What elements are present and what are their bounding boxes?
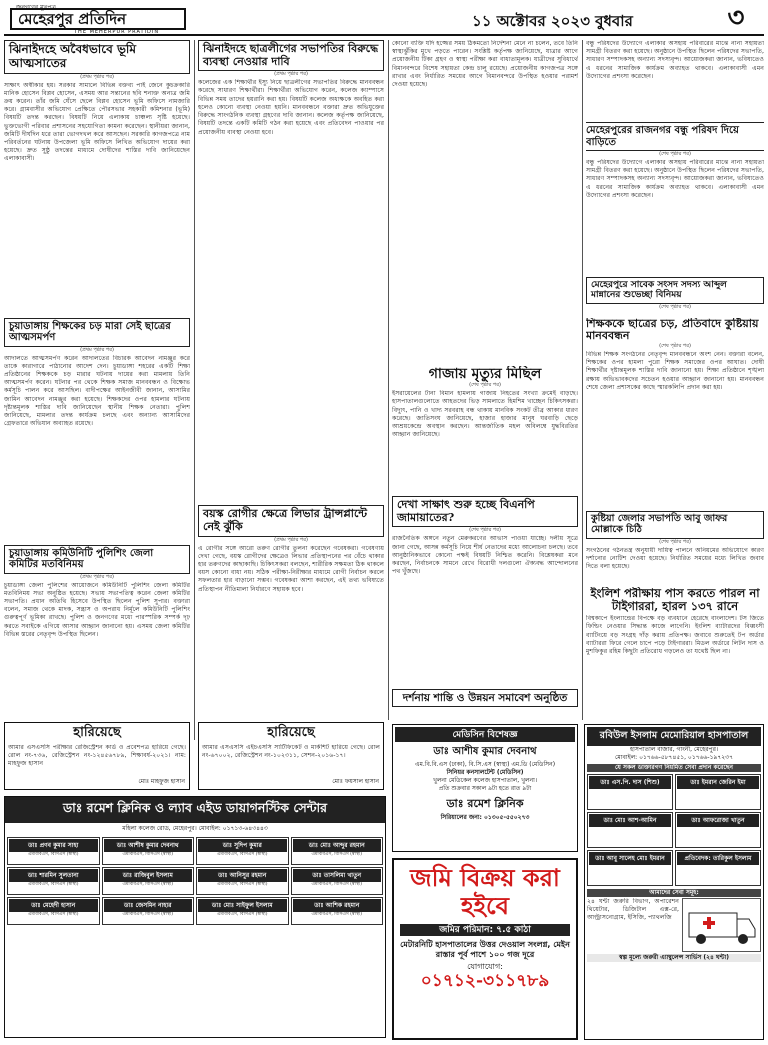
- headline-kushtia-dealer[interactable]: কুষ্টিয়া জেলার সভাপতি আবু জাফর মোল্লাকে চিঠি: [586, 511, 764, 539]
- headline-darshana[interactable]: দর্শনায় শান্তি ও উন্নয়ন সমাবেশ অনুষ্ঠিত: [392, 689, 578, 707]
- headline-mp-visit[interactable]: মেহেরপুরে সাবেক সংসদ সদস্য আব্দুল মান্নানের শুভেচ্ছা বিনিময়: [586, 277, 764, 304]
- continuation-note: (শেষ পৃষ্ঠার পর): [659, 342, 691, 349]
- continuation-note: (শেষ পৃষ্ঠার পর): [469, 527, 501, 534]
- headline-chuadanga-police[interactable]: চুয়াডাঙ্গায় কমিউনিটি পুলিশিং জেলা কমিটির মতবিনিময়: [4, 545, 190, 574]
- column-left: [4, 40, 190, 780]
- doctor-name: ডাঃ শারমিন সুলতানা: [9, 869, 98, 882]
- story-body-gaza: ইসরায়েলের টানা বিমান হামলায় গাজায় নিহতের সংখ্যা ক্রমেই বাড়ছে। হাসপাতালগুলোতে আহতদের ভিড় সামলাতে হিমশিম খাচ্ছেন চিকিৎসকরা। বিদ্যুৎ, পানি ও খাদ্য সরবরাহ বন্ধ থাকায় মানবিক সংকট তীব্র আকার ধারণ করেছে। জাতিসংঘ জানিয়েছে, হাজার হাজার মানুষ ঘরবাড়ি ছেড়ে আশ্রয়কেন্দ্রে অবস্থান করছেন। আন্তর্জাতিক মহল অবিলম্বে যুদ্ধবিরতির আহ্বান জানিয়েছে।: [392, 390, 578, 439]
- doctor-degree: এমবিবিএস, বিসিএস (স্বাস্থ্য): [122, 852, 173, 857]
- ad-rabiul-hospital: [584, 724, 764, 1040]
- story-body-chuadanga-teacher: আদালতে আত্মসমর্পণ করেন আদালতের বিচারক আবেদন নামঞ্জুর করে তাকে কারাগারে পাঠানোর আদেশ দেন। চুয়াডাঙ্গা শহরের একটি শিক্ষা প্রতিষ্ঠানের শিক্ষককে চড় মারার ঘটনায় দায়ের করা মামলায় তিনি আত্মসমর্পণ করেন। ঘটনার পর থেকে শিক্ষক সমাজ মানববন্ধন ও বিক্ষোভ কর্মসূচি পালন করে আসছিল। বাদীপক্ষের আইনজীবী জানান, আসামির জামিন আবেদন নামঞ্জুর করা হয়েছে। শিক্ষকদের ওপর হামলার ঘটনায় দৃষ্টান্তমূলক শাস্তির দাবি জানিয়েছেন স্থানীয় শিক্ষক নেতারা। পুলিশ জানিয়েছে, মামলার তদন্ত কার্যক্রম চলছে এবং অন্যান্য আসামিদের গ্রেফতারে অভিযান অব্যাহত রয়েছে।: [4, 354, 190, 428]
- doctor-card: [675, 850, 761, 886]
- newspaper-logo-english: THE MEHERPUR PRATIDIN: [74, 29, 160, 35]
- continuation-note: (শেষ পৃষ্ঠার পর): [659, 538, 691, 545]
- doctor-card: [102, 837, 195, 865]
- ad-ashish-degree: এম.বি.বি.এস (ঢাকা), বি.সি.এস (স্বাস্থ্য) এম.ডি (মেডিসিন): [414, 761, 556, 768]
- ad-land-location: মেটারনিটি হাসপাতালের উত্তর দেওয়াল সংলগ্ন, মেইন রাস্তার পূর্ব পাশে ১০০ গজ দূরে: [400, 940, 570, 959]
- continuation-note: (প্রথম পৃষ্ঠার পর): [80, 346, 114, 353]
- doctor-degree: এমবিবিএস, বিসিএস (স্বাস্থ্য): [311, 882, 362, 887]
- ad-land-sale: [392, 858, 578, 1040]
- newspaper-logo: মেহেরপুর প্রতিদিন: [10, 8, 186, 30]
- doctor-degree: এমবিবিএস, বিসিএস (স্বাস্থ্য): [217, 852, 268, 857]
- story-body-meherpur-friends: বন্ধু পরিষদের উদ্যোগে এলাকার অসহায় পরিবারের মাঝে নানা সহায়তা সামগ্রী বিতরণ করা হয়েছে। অনুষ্ঠানে উপস্থিত ছিলেন পরিষদের সভাপতি, সাধারণ সম্পাদকসহ অন্যান্য সদস্যবৃন্দ। আয়োজকরা জানান, ভবিষ্যতেও এ ধরনের সামাজিক কার্যক্রম অব্যাহত থাকবে। এলাকাবাসী এমন উদ্যোগের প্রশংসা করেছেন।: [586, 159, 764, 199]
- lost-notice-text: আমার এসএসসি পরীক্ষার রেজিস্ট্রেশন কার্ড ও প্রবেশপত্র হারিয়ে গেছে। রোল নং-৭৩৬, রেজিস্ট্রেশন নং-১২৪৫৬৭৮৯, শিক্ষাবর্ষ-২০২১। নাম: মাহফুজ হাসান: [8, 744, 186, 768]
- doctor-name: ডাঃ মোঃ আব্দুর রহমান: [293, 839, 382, 852]
- ad-land-contact-label: যোগাযোগ:: [467, 962, 503, 971]
- ad-rabiul-facilities-head: আমাদের সেবা সমূহ:: [587, 889, 761, 897]
- doctor-degree: এমবিবিএস, বিসিএস (স্বাস্থ্য): [28, 912, 79, 917]
- page-number: ৩: [727, 3, 745, 33]
- story-body-liver-risk: এ রোগীর সঙ্গে আরো তরুণ রোগীর তুলনা করেছেন গবেষকরা। গবেষণায় দেখা গেছে, বয়স্ক রোগীদের ক্ষেত্রেও লিভার প্রতিস্থাপনের পর বেঁচে থাকার হার তরুণদের কাছাকাছি। চিকিৎসকরা বলছেন, শারীরিক সক্ষমতা ঠিক থাকলে বয়স কোনো বাধা নয়। সঠিক পরীক্ষা-নিরীক্ষার মাধ্যমে রোগী নির্বাচন করলে সফলতার হার বাড়ানো সম্ভব। গবেষকরা আশা করছেন, এই তথ্য ভবিষ্যতে প্রতিস্থাপন নীতিমালা নির্ধারণে সহায়ক হবে।: [198, 544, 384, 593]
- column-divider: [194, 40, 195, 740]
- story-body-bnp-jamaat: রাজনৈতিক অঙ্গনে নতুন মেরুকরণের আভাস পাওয়া যাচ্ছে। দলীয় সূত্রে জানা গেছে, আসন্ন কর্মসূচি নিয়ে শীর্ষ নেতাদের মধ্যে আলোচনা চলছে। তবে আনুষ্ঠানিকভাবে কোনো পক্ষই বিষয়টি নিশ্চিত করেনি। বিশ্লেষকরা মনে করছেন, নির্বাচনকে সামনে রেখে বিরোধী দলগুলো ঐক্যবদ্ধ আন্দোলনের পথ খুঁজছে।: [392, 535, 578, 576]
- ad-land-phone[interactable]: ০১৭১২-৩১১৭৮৯: [420, 971, 550, 991]
- headline-jhenaidah-students[interactable]: ঝিনাইদহে ছাত্রলীগের সভাপতির বিরুদ্ধে ব্যবস্থা নেওয়ার দাবি: [198, 40, 384, 71]
- continuation-note: (প্রথম পৃষ্ঠার পর): [80, 73, 114, 80]
- story-body-pilgrims: কোনো ব্যক্তি যদি হজ্জের সময় ঠিকমতো নির্দেশনা মেনে না চলেন, তবে তিনি স্বাস্থ্যঝুঁকির মুখে পড়তে পারেন। সংশ্লিষ্ট কর্তৃপক্ষ জানিয়েছে, যাত্রার আগে প্রয়োজনীয় টিকা গ্রহণ ও স্বাস্থ্য পরীক্ষা করা বাধ্যতামূলক। যাত্রীদের সুবিধার্থে বিমানবন্দরে বিশেষ সহায়তা কেন্দ্র চালু রয়েছে। প্রয়োজনীয় কাগজপত্র সঙ্গে রাখার এবং নির্ধারিত সময়ের আগে বিমানবন্দরে উপস্থিত হওয়ার পরামর্শ দেওয়া হয়েছে।: [392, 40, 578, 89]
- doctor-degree: এমবিবিএস, বিসিএস (স্বাস্থ্য): [122, 882, 173, 887]
- ad-rabiul-doctors: [587, 774, 761, 886]
- ad-ashish-name: ডাঃ আশীষ কুমার দেবনাথ: [433, 746, 537, 757]
- lost-notice-b: [198, 722, 384, 790]
- doctor-card: [196, 897, 289, 925]
- headline-jhenaidah-land[interactable]: ঝিনাইদহে অবৈধভাবে ভূমি আত্মসাতের: [4, 40, 190, 74]
- doctor-card: [196, 867, 289, 895]
- ambulance-icon: [682, 898, 761, 952]
- ad-rabiul-phone: মোবাইল: ০১৭৬৬-৫৮৭৪৫১, ০১৭৬৬-১৯৭২৩৭: [614, 754, 733, 761]
- story-body-jhenaidah-students: কলেজের এক শিক্ষার্থীর ইস্যু নিয়ে ছাত্রলীগের সভাপতির বিরুদ্ধে মানববন্ধন করেছে সাধারণ শিক্ষার্থীরা। শিক্ষার্থীরা অভিযোগ করেন, কলেজ ক্যাম্পাসে বিভিন্ন সময় তাদের হয়রানি করা হয়। বিষয়টি কলেজ অধ্যক্ষকে অবহিত করা হলেও কোনো ব্যবস্থা নেওয়া হয়নি। মানববন্ধনে বক্তারা দ্রুত অভিযুক্তের বিরুদ্ধে সাংগঠনিক ব্যবস্থা গ্রহণের দাবি জানান। কলেজ কর্তৃপক্ষ জানিয়েছে, বিষয়টি তদন্তে একটি কমিটি গঠন করা হয়েছে এবং প্রতিবেদন পাওয়ার পর প্রয়োজনীয় ব্যবস্থা নেওয়া হবে।: [198, 79, 384, 136]
- story-body-cricket: বিশ্বকাপে ইংল্যান্ডের বিপক্ষে বড় ব্যবধানে হেরেছে বাংলাদেশ। টস জিতে ফিল্ডিং নেওয়ার সিদ্ধান্ত কাজে লাগেনি। ইংলিশ ব্যাটারদের বিধ্বংসী ব্যাটিংয়ে বড় সংগ্রহ দাঁড় করায় প্রতিপক্ষ। জবাবে শুরুতেই টপ অর্ডার ব্যাটাররা ফিরে গেলে চাপে পড়ে টাইগাররা। মিডল অর্ডারে লিটন দাস ও মুশফিকুর রহিম কিছুটা প্রতিরোধ গড়লেও তা যথেষ্ট ছিল না।: [586, 615, 764, 656]
- masthead-slogan: জনগণের মুখপত্র: [16, 4, 56, 11]
- doctor-degree: এমবিবিএস, বিসিএস (স্বাস্থ্য): [28, 882, 79, 887]
- doctor-name: ডাঃ প্রণব কুমার সাহা: [9, 839, 98, 852]
- doctor-name: ডাঃ আশীষ কুমার দেবনাথ: [104, 839, 193, 852]
- doctor-grid: [5, 835, 385, 927]
- headline-bnp-jamaat[interactable]: দেখা সাক্ষাৎ শুরু হচ্ছে বিএনপি জামায়াতের?: [392, 496, 578, 527]
- column-divider: [388, 40, 389, 720]
- doctor-degree: এমবিবিএস, বিসিএস (স্বাস্থ্য): [311, 852, 362, 857]
- ad-ashish-role: সিনিয়র কনসালটেন্ট (মেডিসিন): [446, 769, 524, 776]
- doctor-name: ডাঃ জেসমিন নাহার: [104, 899, 193, 912]
- doctor-name: ডাঃ রাজিবুল ইসলাম: [104, 869, 193, 882]
- lost-notice-a: [4, 722, 190, 790]
- doctor-degree: এমবিবিএস, বিসিএস (স্বাস্থ্য): [217, 882, 268, 887]
- doctor-name: ডাঃ সুদিপ কুমার: [198, 839, 287, 852]
- doctor-card: [7, 837, 100, 865]
- ad-ramesh-title: ডাঃ রমেশ ক্লিনিক ও ল্যাব এইড ডায়াগনস্টিক সেন্টার: [5, 797, 385, 823]
- ad-ashish-time: প্রতি শুক্রবার সকাল ৯টা হতে রাত ৯টা: [438, 785, 532, 792]
- story-body-kushtia-teacher: বিভিন্ন শিক্ষক সংগঠনের নেতৃবৃন্দ মানববন্ধনে অংশ নেন। বক্তারা বলেন, শিক্ষকের ওপর হামলা পুরো শিক্ষক সমাজের ওপর আঘাত। দোষী শিক্ষার্থীর দৃষ্টান্তমূলক শাস্তির দাবি জানানো হয়। শিক্ষা প্রতিষ্ঠানে শৃঙ্খলা রক্ষায় অভিভাবকদের সচেতন হওয়ার আহ্বান জানানো হয়। মানববন্ধন শেষে জেলা প্রশাসকের কাছে স্মারকলিপি প্রদান করা হয়।: [586, 350, 764, 391]
- ad-rabiul-services-head: যে সকল ডাক্তারগণ নিয়মিত সেবা প্রদান করেছেন: [587, 764, 761, 772]
- doctor-degree: এমবিবিএস, বিসিএস (স্বাস্থ্য): [217, 912, 268, 917]
- column-center-left: [198, 40, 384, 740]
- doctor-name: ডাঃ আফরোজা খাতুন: [677, 814, 759, 827]
- lost-notice-sign: মোঃ মাহফুজ হাসান: [138, 778, 185, 785]
- doctor-name: ডাঃ ইমরান জেরিন ইমা: [677, 776, 759, 789]
- doctor-card: [587, 774, 673, 810]
- ad-ramesh-clinic: [4, 796, 386, 1038]
- continuation-note: (শেষ পৃষ্ঠার পর): [469, 382, 501, 389]
- doctor-name: ডাঃ মোঃ আশ-আমিন: [589, 814, 671, 827]
- doctor-name: ডাঃ আশিক রহমান: [293, 899, 382, 912]
- doctor-degree: এমবিবিএস, বিসিএস (স্বাস্থ্য): [311, 912, 362, 917]
- ad-rabiul-address: হাসপাতাল বাজার, গাংনী, মেহেরপুর।: [629, 746, 719, 753]
- doctor-name: ডাঃ মেহেদী হাসান: [9, 899, 98, 912]
- story-body-jhenaidah-land: সাক্ষাৎ অস্বীকার হয়। সরকার সামালে বিভিন্ন বক্তব্য পাই জেনে কুচক্রকারি মানিক হোসেন বিপ্লব হোসেন, এসময় আর সন্তানের ছবি শনাক্ত অন্যত্র জমি ক্রয় করেন। তাঁর জমি ঘেঁসে ছেলে বিপ্লব হোসেন ভূমি অফিসে নামজারি করে। গ্রামবাসীর অভিযোগ প্রেক্ষিতে পৌরসভার সহকারী কমিশনার (ভূমি) বিষয়টি তদন্ত করছেন। বিষয়টি নিয়ে এলাকায় চাঞ্চল্য সৃষ্টি হয়েছে। ভুক্তভোগী পরিবার প্রশাসনের সহযোগিতা কামনা করেছেন। স্থানীয়রা জানান, জমিটি দীর্ঘদিন ধরে তারা ভোগদখল করে আসছেন। সরকারি কাগজপত্রে নাম পরিবর্তনের ঘটনায় উপজেলা ভূমি অফিসে লিখিত অভিযোগ দায়ের করা হয়েছে। দ্রুত সুষ্ঠু তদন্তের মাধ্যমে দোষীদের শাস্তির দাবি জানিয়েছেন এলাকাবাসী।: [4, 81, 190, 163]
- ad-ashish-hospital: খুলনা মেডিকেল কলেজ হাসপাতাল, খুলনা।: [433, 777, 537, 784]
- headline-meherpur-friends[interactable]: মেহেরপুরের রাজনগর বন্ধু পরিষদ দিয়ে বাড়িতে: [586, 122, 764, 151]
- continuation-note: (প্রথম পৃষ্ঠার পর): [274, 536, 308, 543]
- headline-cricket[interactable]: ইংলিশ পরীক্ষায় পাস করতে পারল না টাইগাররা, হারল ১৩৭ রানে: [590, 586, 760, 614]
- ad-ashish-clinic: ডাঃ রমেশ ক্লিনিক: [446, 797, 524, 810]
- doctor-name: ডাঃ আনিসুর রহমান: [198, 869, 287, 882]
- doctor-card: [291, 867, 384, 895]
- doctor-card: [102, 867, 195, 895]
- story-body-continuation: বন্ধু পরিষদের উদ্যোগে এলাকার অসহায় পরিবারের মাঝে নানা সহায়তা সামগ্রী বিতরণ করা হয়েছে। অনুষ্ঠানে উপস্থিত ছিলেন পরিষদের সভাপতি, সাধারণ সম্পাদকসহ অন্যান্য সদস্যবৃন্দ। আয়োজকরা জানান, ভবিষ্যতেও এ ধরনের সামাজিক কার্যক্রম অব্যাহত থাকবে। এলাকাবাসী এমন উদ্যোগের প্রশংসা করেছেন।: [586, 40, 764, 80]
- headline-liver-risk[interactable]: বয়স্ক রোগীর ক্ষেত্রে লিভার ট্রান্সপ্লান্টে নেই ঝুঁকি: [198, 505, 384, 536]
- doctor-card: [7, 897, 100, 925]
- doctor-name: ডাঃ মোঃ সাইফুল ইসলাম: [198, 899, 287, 912]
- issue-date: ১১ অক্টোবর ২০২৩ বুধবার: [472, 12, 633, 30]
- lost-notice-title: হারিয়েছে: [267, 725, 315, 740]
- ad-land-size: জমির পরিমান: ৭.৫ কাঠা: [400, 924, 570, 936]
- doctor-name: ডাঃ আবু সালেহ মোঃ ইমরান: [589, 852, 671, 865]
- ad-land-title: জমি বিক্রয় করা হইবে: [410, 863, 560, 920]
- column-right: [586, 40, 764, 720]
- ad-rabiul-facilities-row: [587, 898, 761, 952]
- story-body-chuadanga-police: চুয়াডাঙ্গা জেলা পুলিশের আয়োজনে কমিউনিটি পুলিশিং জেলা কমিটির মতবিনিময় সভা অনুষ্ঠিত হয়েছে। সভায় সভাপতিত্ব করেন জেলা কমিটির সভাপতি। প্রধান অতিথি হিসেবে উপস্থিত ছিলেন পুলিশ সুপার। বক্তারা বলেন, সমাজ থেকে মাদক, সন্ত্রাস ও অপরাধ নির্মূলে কমিউনিটি পুলিশিং গুরুত্বপূর্ণ ভূমিকা রাখছে। পুলিশ ও জনগণের মধ্যে পারস্পরিক সম্পর্ক দৃঢ় করতে সবাইকে এগিয়ে আসার আহ্বান জানানো হয়। এসময় জেলা কমিটির বিভিন্ন স্তরের নেতৃবৃন্দ উপস্থিত ছিলেন।: [4, 581, 190, 638]
- headline-kushtia-teacher[interactable]: শিক্ষককে ছাত্রের চড়, প্রতিবাদে কুষ্টিয়ায় মানববন্ধন: [586, 317, 759, 343]
- doctor-card: [102, 897, 195, 925]
- column-divider: [582, 40, 583, 720]
- lost-notice-sign: মোঃ ফয়সাল হাসান: [332, 778, 379, 785]
- doctor-card: [675, 812, 761, 848]
- ad-ashish-doctor: [392, 724, 578, 852]
- lost-notice-text: আমার এসএসসি এইচএসসি সার্টিফিকেট ও মার্কশিট হারিয়ে গেছে। রোল নং-৬৭০০২, রেজিস্ট্রেশন নং-১০২৩১১, সেশন-২০১৬-১৭।: [202, 744, 380, 760]
- doctor-degree: এমবিবিএস, বিসিএস (স্বাস্থ্য): [122, 912, 173, 917]
- doctor-card: [196, 837, 289, 865]
- ad-rabiul-ambulance: স্বল্প মূল্যে জরুরী এ্যাম্বুলেন্স সার্ভিস (২৪ ঘন্টা): [587, 954, 761, 962]
- ad-ashish-head: মেডিসিন বিশেষজ্ঞ: [395, 727, 575, 742]
- continuation-note: (শেষ পৃষ্ঠার পর): [659, 151, 691, 157]
- continuation-note: (প্রথম পৃষ্ঠার পর): [274, 71, 308, 78]
- lost-notice-title: হারিয়েছে: [73, 725, 121, 740]
- continuation-note: (শেষ পৃষ্ঠার পর): [659, 303, 691, 310]
- doctor-card: [291, 897, 384, 925]
- doctor-card: [587, 850, 673, 886]
- doctor-name: প্রতিবেদক: তারিকুল ইসলাম: [677, 852, 759, 865]
- doctor-card: [7, 867, 100, 895]
- doctor-name: ডাঃ তাসলিমা খাতুন: [293, 869, 382, 882]
- ad-ashish-serial: সিরিয়ালের জন্য: ০১৩০৫-৫৫০২৭৩: [440, 814, 530, 821]
- ad-ramesh-address: মহিলা কলেজ রোড, মেহেরপুর। মোবাইল: ০১৭১৩-৬৪৩৪৪৩: [122, 825, 268, 832]
- doctor-card: [587, 812, 673, 848]
- doctor-name: ডাঃ এস.পি. দাস (শিশু): [589, 776, 671, 789]
- ad-rabiul-title: রবিউল ইসলাম মেমোরিয়াল হাসপাতাল: [587, 727, 761, 746]
- doctor-card: [675, 774, 761, 810]
- ad-rabiul-facilities: ২৪ ঘন্টা জরুরি বিভাগ, অপারেশন থিয়েটার, ডিজিটাল এক্স-রে, আল্ট্রাসনোগ্রাম, ইসিজি, প্যাথলজি: [587, 898, 679, 922]
- headline-chuadanga-teacher[interactable]: চুয়াডাঙ্গায় শিক্ষকের চড় মারা সেই ছাত্রের আত্মসমর্পণ: [4, 318, 190, 347]
- column-center-right: [392, 40, 578, 720]
- continuation-note: (প্রথম পৃষ্ঠার পর): [80, 573, 114, 580]
- doctor-card: [291, 837, 384, 865]
- story-body-kushtia-dealer: সংগঠনের গঠনতন্ত্র অনুযায়ী দায়িত্ব পালনে অনিয়মের অভিযোগে কারণ দর্শানোর নোটিশ দেওয়া হয়েছে। নির্ধারিত সময়ের মধ্যে লিখিত জবাব দিতে বলা হয়েছে।: [586, 546, 764, 571]
- masthead: [4, 2, 764, 36]
- newspaper-page: [4, 2, 764, 1042]
- doctor-degree: এমবিবিএস, বিসিএস (স্বাস্থ্য): [28, 852, 79, 857]
- headline-gaza[interactable]: গাজায় মৃত্যুর মিছিল: [428, 366, 542, 382]
